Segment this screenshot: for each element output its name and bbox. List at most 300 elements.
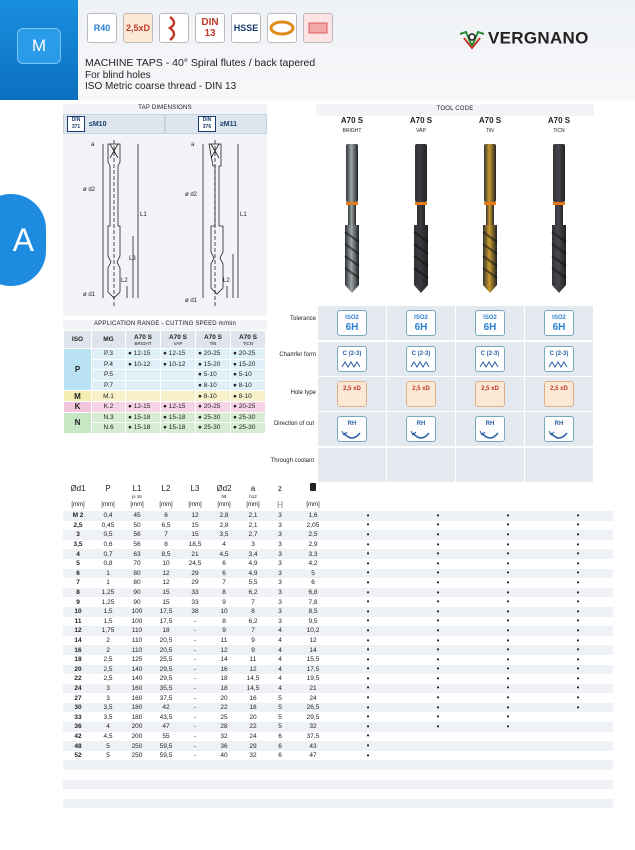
dims-cell: 5: [76, 560, 80, 568]
chamfer-form: C (2-3): [342, 351, 362, 357]
table-row[interactable]: [63, 607, 613, 617]
dims-cell: 2,5: [308, 531, 318, 539]
availability-dot: •: [436, 549, 440, 559]
table-row[interactable]: [63, 549, 613, 559]
speed-cell: ● 15-20: [231, 359, 266, 370]
empty-cell: [181, 770, 209, 780]
availability-dot: [543, 751, 613, 761]
dims-unit: [mm]: [217, 502, 231, 508]
dims-cell: 42: [74, 732, 82, 740]
dims-cell: 1,25: [101, 589, 115, 597]
speed-cell: ● 5-10: [196, 370, 231, 381]
empty-row: [63, 770, 613, 780]
empty-cell: [209, 770, 239, 780]
dims-cell: 14: [220, 656, 228, 664]
dims-cell: 14,5: [246, 675, 260, 683]
table-row[interactable]: [63, 712, 613, 722]
dims-cell: 15: [191, 521, 199, 529]
chapter-tab[interactable]: [0, 194, 46, 286]
availability-dot: •: [506, 520, 510, 530]
dims-cell: 6: [164, 512, 168, 520]
din376-range: ≥M11: [219, 120, 238, 128]
speed-cell: ● 25-30: [231, 412, 266, 423]
dims-cell: 10,2: [306, 627, 320, 635]
speed-cell: ● 12-15: [126, 401, 161, 412]
availability-dot: •: [576, 587, 580, 597]
dims-cell: 5: [106, 742, 110, 750]
dims-cell: 3: [278, 550, 282, 558]
availability-dot: •: [366, 645, 370, 655]
availability-dot: •: [576, 606, 580, 616]
dims-cell: 125: [131, 656, 143, 664]
dims-cell: 9: [251, 646, 255, 654]
availability-dot: •: [366, 587, 370, 597]
availability-dot: •: [436, 529, 440, 539]
dims-cell: 2,1: [248, 521, 258, 529]
dims-cell: 40: [220, 752, 228, 760]
table-row[interactable]: [63, 674, 613, 684]
availability-dot: [473, 751, 543, 761]
dims-cell: 22: [249, 723, 257, 731]
speed-cell: [126, 380, 161, 391]
speed-cell: ● 15-18: [161, 412, 196, 423]
speed-cell: ● 8-10: [231, 391, 266, 402]
tool-code: A70 S: [478, 116, 502, 125]
dims-header: Ød2: [216, 483, 232, 493]
dims-subheader: h12: [249, 494, 257, 499]
dims-cell: 20: [249, 713, 257, 721]
availability-dot: •: [436, 510, 440, 520]
dim-d2-right: ø d2: [185, 192, 198, 198]
ring-icon: [267, 13, 297, 43]
dims-cell: 25,5: [159, 656, 173, 664]
material-group-cell: P.5: [92, 370, 126, 381]
dims-cell: 28: [220, 723, 228, 731]
dims-cell: 180: [131, 704, 143, 712]
tool-spec-cell: [525, 377, 593, 411]
availability-dot: •: [576, 664, 580, 674]
dims-header: L1: [132, 483, 142, 493]
section-tab[interactable]: [0, 0, 78, 100]
dims-cell: 8: [222, 589, 226, 597]
chapter-tab-letter: A: [12, 222, 34, 258]
dims-cell: 8: [222, 617, 226, 625]
empty-cell: [543, 780, 613, 790]
hole-type-icon: [337, 381, 367, 407]
app-header-label: A70 S: [133, 333, 153, 341]
empty-cell: [151, 760, 181, 770]
dims-cell: 2,1: [248, 512, 258, 520]
tool-spec-cell: [318, 306, 386, 340]
dims-cell: 3: [76, 531, 80, 539]
dims-cell: 4: [76, 550, 80, 558]
tolerance-standard: ISO2: [483, 315, 497, 321]
empty-cell: [151, 770, 181, 780]
table-row[interactable]: [63, 665, 613, 675]
table-row[interactable]: [63, 684, 613, 694]
section-tab-letter: M: [17, 28, 61, 64]
table-row[interactable]: [63, 617, 613, 627]
availability-dot: •: [366, 721, 370, 731]
table-row[interactable]: [63, 722, 613, 732]
empty-cell: [267, 770, 293, 780]
availability-dot: •: [366, 712, 370, 722]
dims-cell: 7: [222, 579, 226, 587]
dims-cell: 8,5: [308, 608, 318, 616]
dims-cell: 140: [131, 675, 143, 683]
availability-dot: [403, 751, 473, 761]
tool-spec-cell: [387, 377, 455, 411]
dim-l2-left: L2: [121, 278, 128, 284]
dims-cell: 4,9: [248, 560, 258, 568]
tool-code-panel: [316, 104, 594, 116]
tolerance-standard: ISO2: [345, 315, 359, 321]
dims-cell: 2: [106, 637, 110, 645]
dims-cell: 3: [106, 684, 110, 692]
dims-unit-row: [63, 499, 613, 511]
empty-cell: [239, 780, 267, 790]
empty-cell: [151, 789, 181, 799]
dims-cell: 100: [131, 617, 143, 625]
dims-cell: 12: [74, 627, 82, 635]
dims-cell: 6,2: [248, 589, 258, 597]
dims-cell: -: [193, 665, 197, 673]
dims-cell: 160: [131, 694, 143, 702]
empty-cell: [267, 789, 293, 799]
tool-spec-cell: [387, 448, 455, 482]
dims-cell: 45: [133, 512, 141, 520]
hole-depth-icon: 2,5xD: [123, 13, 153, 43]
app-header-label: ISO: [71, 336, 84, 343]
availability-dot: •: [506, 673, 510, 683]
availability-dot: [543, 741, 613, 751]
dims-cell: 14: [309, 646, 317, 654]
dims-cell: -: [193, 656, 197, 664]
dims-cell: 3: [278, 589, 282, 597]
din-label: DIN: [71, 117, 81, 123]
dims-cell: 90: [133, 589, 141, 597]
dims-unit: [mm]: [246, 502, 260, 508]
dims-cell: 5: [106, 752, 110, 760]
dims-cell: 37,5: [159, 694, 173, 702]
dims-cell: 2,7: [248, 531, 258, 539]
availability-dot: •: [576, 683, 580, 693]
dims-cell: 6: [278, 742, 282, 750]
speed-cell: ● 20-25: [196, 401, 231, 412]
table-row[interactable]: [63, 569, 613, 579]
speed-cell: ● 12-15: [161, 401, 196, 412]
speed-cell: ● 8-10: [196, 380, 231, 391]
dims-cell: 6,8: [308, 589, 318, 597]
dims-cell: 24: [309, 694, 317, 702]
dims-cell: 7: [76, 579, 80, 587]
direction-icon: [544, 416, 574, 442]
dim-a-right: a: [191, 142, 195, 148]
availability-dot: •: [366, 625, 370, 635]
dims-cell: 12: [249, 665, 257, 673]
app-header-sub: TiN: [209, 340, 217, 346]
dims-cell: 11: [74, 617, 82, 625]
speed-cell: ● 8-10: [231, 380, 266, 391]
dims-cell: 3: [278, 531, 282, 539]
table-row[interactable]: [63, 588, 613, 598]
tool-coating: TiN: [486, 128, 494, 134]
tool-spec-cell: [456, 412, 524, 446]
table-row[interactable]: [63, 645, 613, 655]
table-row[interactable]: [63, 655, 613, 665]
dims-cell: 43: [309, 742, 317, 750]
availability-dot: •: [366, 702, 370, 712]
dims-cell: 0,6: [103, 541, 113, 549]
table-row[interactable]: [63, 741, 613, 751]
dims-unit: [mm]: [306, 502, 320, 508]
dims-cell: 18: [74, 656, 82, 664]
table-row[interactable]: [63, 751, 613, 761]
dims-cell: 5: [278, 713, 282, 721]
cut-direction: RH: [554, 421, 564, 427]
dims-cell: 140: [131, 665, 143, 673]
dims-header: z: [278, 483, 282, 493]
dims-cell: 12: [162, 569, 170, 577]
availability-dot: •: [436, 654, 440, 664]
chamfer-icon: [337, 346, 367, 372]
availability-dot: [543, 722, 613, 732]
dims-cell: 56: [133, 541, 141, 549]
dims-cell: 12: [191, 512, 199, 520]
availability-dot: •: [436, 645, 440, 655]
availability-dot: •: [436, 568, 440, 578]
iso-group-cell: K: [64, 401, 92, 412]
empty-cell: [93, 808, 123, 818]
empty-cell: [93, 780, 123, 790]
dims-header: a: [250, 483, 256, 493]
availability-dot: •: [576, 635, 580, 645]
dims-cell: 32: [309, 723, 317, 731]
empty-cell: [267, 808, 293, 818]
tool-code: A70 S: [409, 116, 433, 125]
table-row[interactable]: [63, 636, 613, 646]
dims-cell: 4: [278, 656, 282, 664]
dims-cell: 12: [220, 646, 228, 654]
dims-cell: 5: [278, 694, 282, 702]
dims-cell: 33: [191, 589, 199, 597]
app-header-cell: [126, 331, 161, 349]
empty-cell: [293, 770, 333, 780]
empty-cell: [209, 760, 239, 770]
availability-dot: •: [506, 654, 510, 664]
availability-dot: •: [576, 702, 580, 712]
empty-cell: [93, 760, 123, 770]
table-row[interactable]: [63, 732, 613, 742]
dims-cell: 7: [251, 627, 255, 635]
dims-cell: -: [193, 704, 197, 712]
dims-cell: 16: [220, 665, 228, 673]
tolerance-class: 6H: [414, 322, 428, 333]
availability-dot: [543, 732, 613, 742]
dims-cell: 4,9: [248, 569, 258, 577]
dims-cell: 3,5: [103, 704, 113, 712]
dims-cell: 110: [131, 637, 143, 645]
dims-cell: 42: [162, 704, 170, 712]
din-label: DIN: [202, 117, 212, 123]
dims-cell: 6: [311, 579, 315, 587]
availability-dot: •: [436, 597, 440, 607]
availability-dot: •: [576, 645, 580, 655]
tolerance-icon: [406, 310, 436, 336]
r40-icon: R40: [87, 13, 117, 43]
material-group-cell: P.7: [92, 380, 126, 391]
chamfer-icon: [406, 346, 436, 372]
dims-cell: 15: [162, 598, 170, 606]
availability-dot: •: [436, 587, 440, 597]
dims-cell: 2,05: [306, 521, 320, 529]
dims-cell: 4: [278, 627, 282, 635]
dims-cell: 8: [164, 541, 168, 549]
tool-spec-cell: [318, 377, 386, 411]
tool-coating: BRIGHT: [342, 128, 362, 134]
empty-cell: [123, 780, 151, 790]
availability-dot: •: [576, 520, 580, 530]
dims-cell: 250: [131, 752, 143, 760]
dim-l3-left: L3: [129, 256, 136, 262]
empty-cell: [543, 808, 613, 818]
table-row[interactable]: [63, 521, 613, 531]
availability-dot: •: [506, 606, 510, 616]
empty-cell: [209, 780, 239, 790]
brand-mark-icon: [458, 28, 486, 50]
availability-dot: •: [436, 721, 440, 731]
availability-dot: •: [576, 539, 580, 549]
dims-cell: 48: [74, 742, 82, 750]
dims-cell: 19,5: [306, 675, 320, 683]
table-row[interactable]: [63, 597, 613, 607]
drill-icon-header: [293, 482, 333, 494]
availability-dot: •: [506, 616, 510, 626]
availability-dot: •: [366, 520, 370, 530]
availability-dot: •: [436, 683, 440, 693]
table-row[interactable]: [63, 511, 613, 521]
coolant-label: Through coolant: [270, 458, 314, 464]
availability-dot: •: [366, 597, 370, 607]
dims-cell: 0,5: [103, 531, 113, 539]
empty-cell: [123, 808, 151, 818]
dimensions-table: [63, 482, 613, 818]
dims-cell: 1,5: [103, 617, 113, 625]
table-row[interactable]: [63, 559, 613, 569]
app-header-cell: [64, 331, 92, 349]
brand-logo: [458, 28, 589, 50]
availability-dot: •: [366, 673, 370, 683]
chamfer-form: C (2-3): [480, 351, 500, 357]
tool-spec-cell: [456, 448, 524, 482]
table-row[interactable]: [63, 693, 613, 703]
spiral-flute-icon: [159, 13, 189, 43]
dims-cell: 3: [278, 617, 282, 625]
din-icon: [198, 116, 216, 132]
speed-cell: ● 20-25: [231, 349, 266, 360]
availability-dot: •: [366, 558, 370, 568]
table-row[interactable]: [63, 626, 613, 636]
dims-cell: 5: [278, 723, 282, 731]
application-title: APPLICATION RANGE - CUTTING SPEED m/min: [93, 321, 237, 327]
din13-icon: DIN 13: [195, 13, 225, 43]
material-group-cell: M.1: [92, 391, 126, 402]
availability-dot: •: [436, 673, 440, 683]
dims-cell: 4: [278, 646, 282, 654]
dims-cell: 2,8: [219, 512, 229, 520]
drill-icon: [309, 482, 317, 492]
dims-cell: 29: [249, 742, 257, 750]
tool-image: [456, 136, 524, 300]
dims-cell: 9,5: [308, 617, 318, 625]
dims-cell: 59,5: [159, 742, 173, 750]
dims-cell: 3: [278, 579, 282, 587]
availability-dot: •: [506, 693, 510, 703]
empty-cell: [293, 760, 333, 770]
tool-coating: TiCN: [553, 128, 565, 134]
table-row[interactable]: [63, 530, 613, 540]
dims-cell: 21: [309, 684, 317, 692]
dims-cell: 11: [249, 656, 257, 664]
dims-cell: 30: [74, 704, 82, 712]
dims-cell: 3: [278, 608, 282, 616]
availability-dot: •: [506, 721, 510, 731]
app-row: [64, 380, 266, 391]
hole-type-icon: [544, 381, 574, 407]
dims-cell: 1,6: [308, 512, 318, 520]
dims-cell: 55: [162, 732, 170, 740]
dims-cell: 24: [74, 684, 82, 692]
dims-cell: 27: [74, 694, 82, 702]
dims-cell: 0,8: [103, 560, 113, 568]
app-header-cell: [92, 331, 126, 349]
table-row[interactable]: [63, 703, 613, 713]
speed-cell: [161, 391, 196, 402]
app-row: [64, 412, 266, 423]
empty-cell: [123, 789, 151, 799]
dims-cell: 10: [220, 608, 228, 616]
dims-header: P: [105, 483, 111, 493]
dims-cell: 15,5: [306, 656, 320, 664]
dim-l1-right: L1: [240, 212, 247, 218]
table-row[interactable]: [63, 540, 613, 550]
empty-cell: [403, 789, 473, 799]
dims-cell: 20: [220, 694, 228, 702]
material-group-cell: P.3: [92, 349, 126, 360]
din-number: 371: [71, 124, 81, 130]
material-group-cell: P.4: [92, 359, 126, 370]
dims-cell: 80: [133, 579, 141, 587]
dims-cell: 63: [133, 550, 141, 558]
empty-cell: [333, 770, 403, 780]
empty-cell: [93, 770, 123, 780]
empty-cell: [63, 760, 93, 770]
din371-range: ≤M10: [89, 120, 107, 128]
table-row[interactable]: [63, 578, 613, 588]
dims-cell: 70: [133, 560, 141, 568]
tool-code-header: [318, 116, 386, 136]
availability-dot: •: [366, 635, 370, 645]
availability-dot: •: [506, 702, 510, 712]
speed-cell: ● 25-30: [231, 423, 266, 434]
dims-cell: -: [193, 752, 197, 760]
empty-cell: [543, 770, 613, 780]
dims-cell: 2,9: [308, 541, 318, 549]
availability-dot: •: [366, 568, 370, 578]
empty-row: [63, 760, 613, 770]
tool-spec-cell: [387, 412, 455, 446]
dims-cell: 29: [191, 579, 199, 587]
